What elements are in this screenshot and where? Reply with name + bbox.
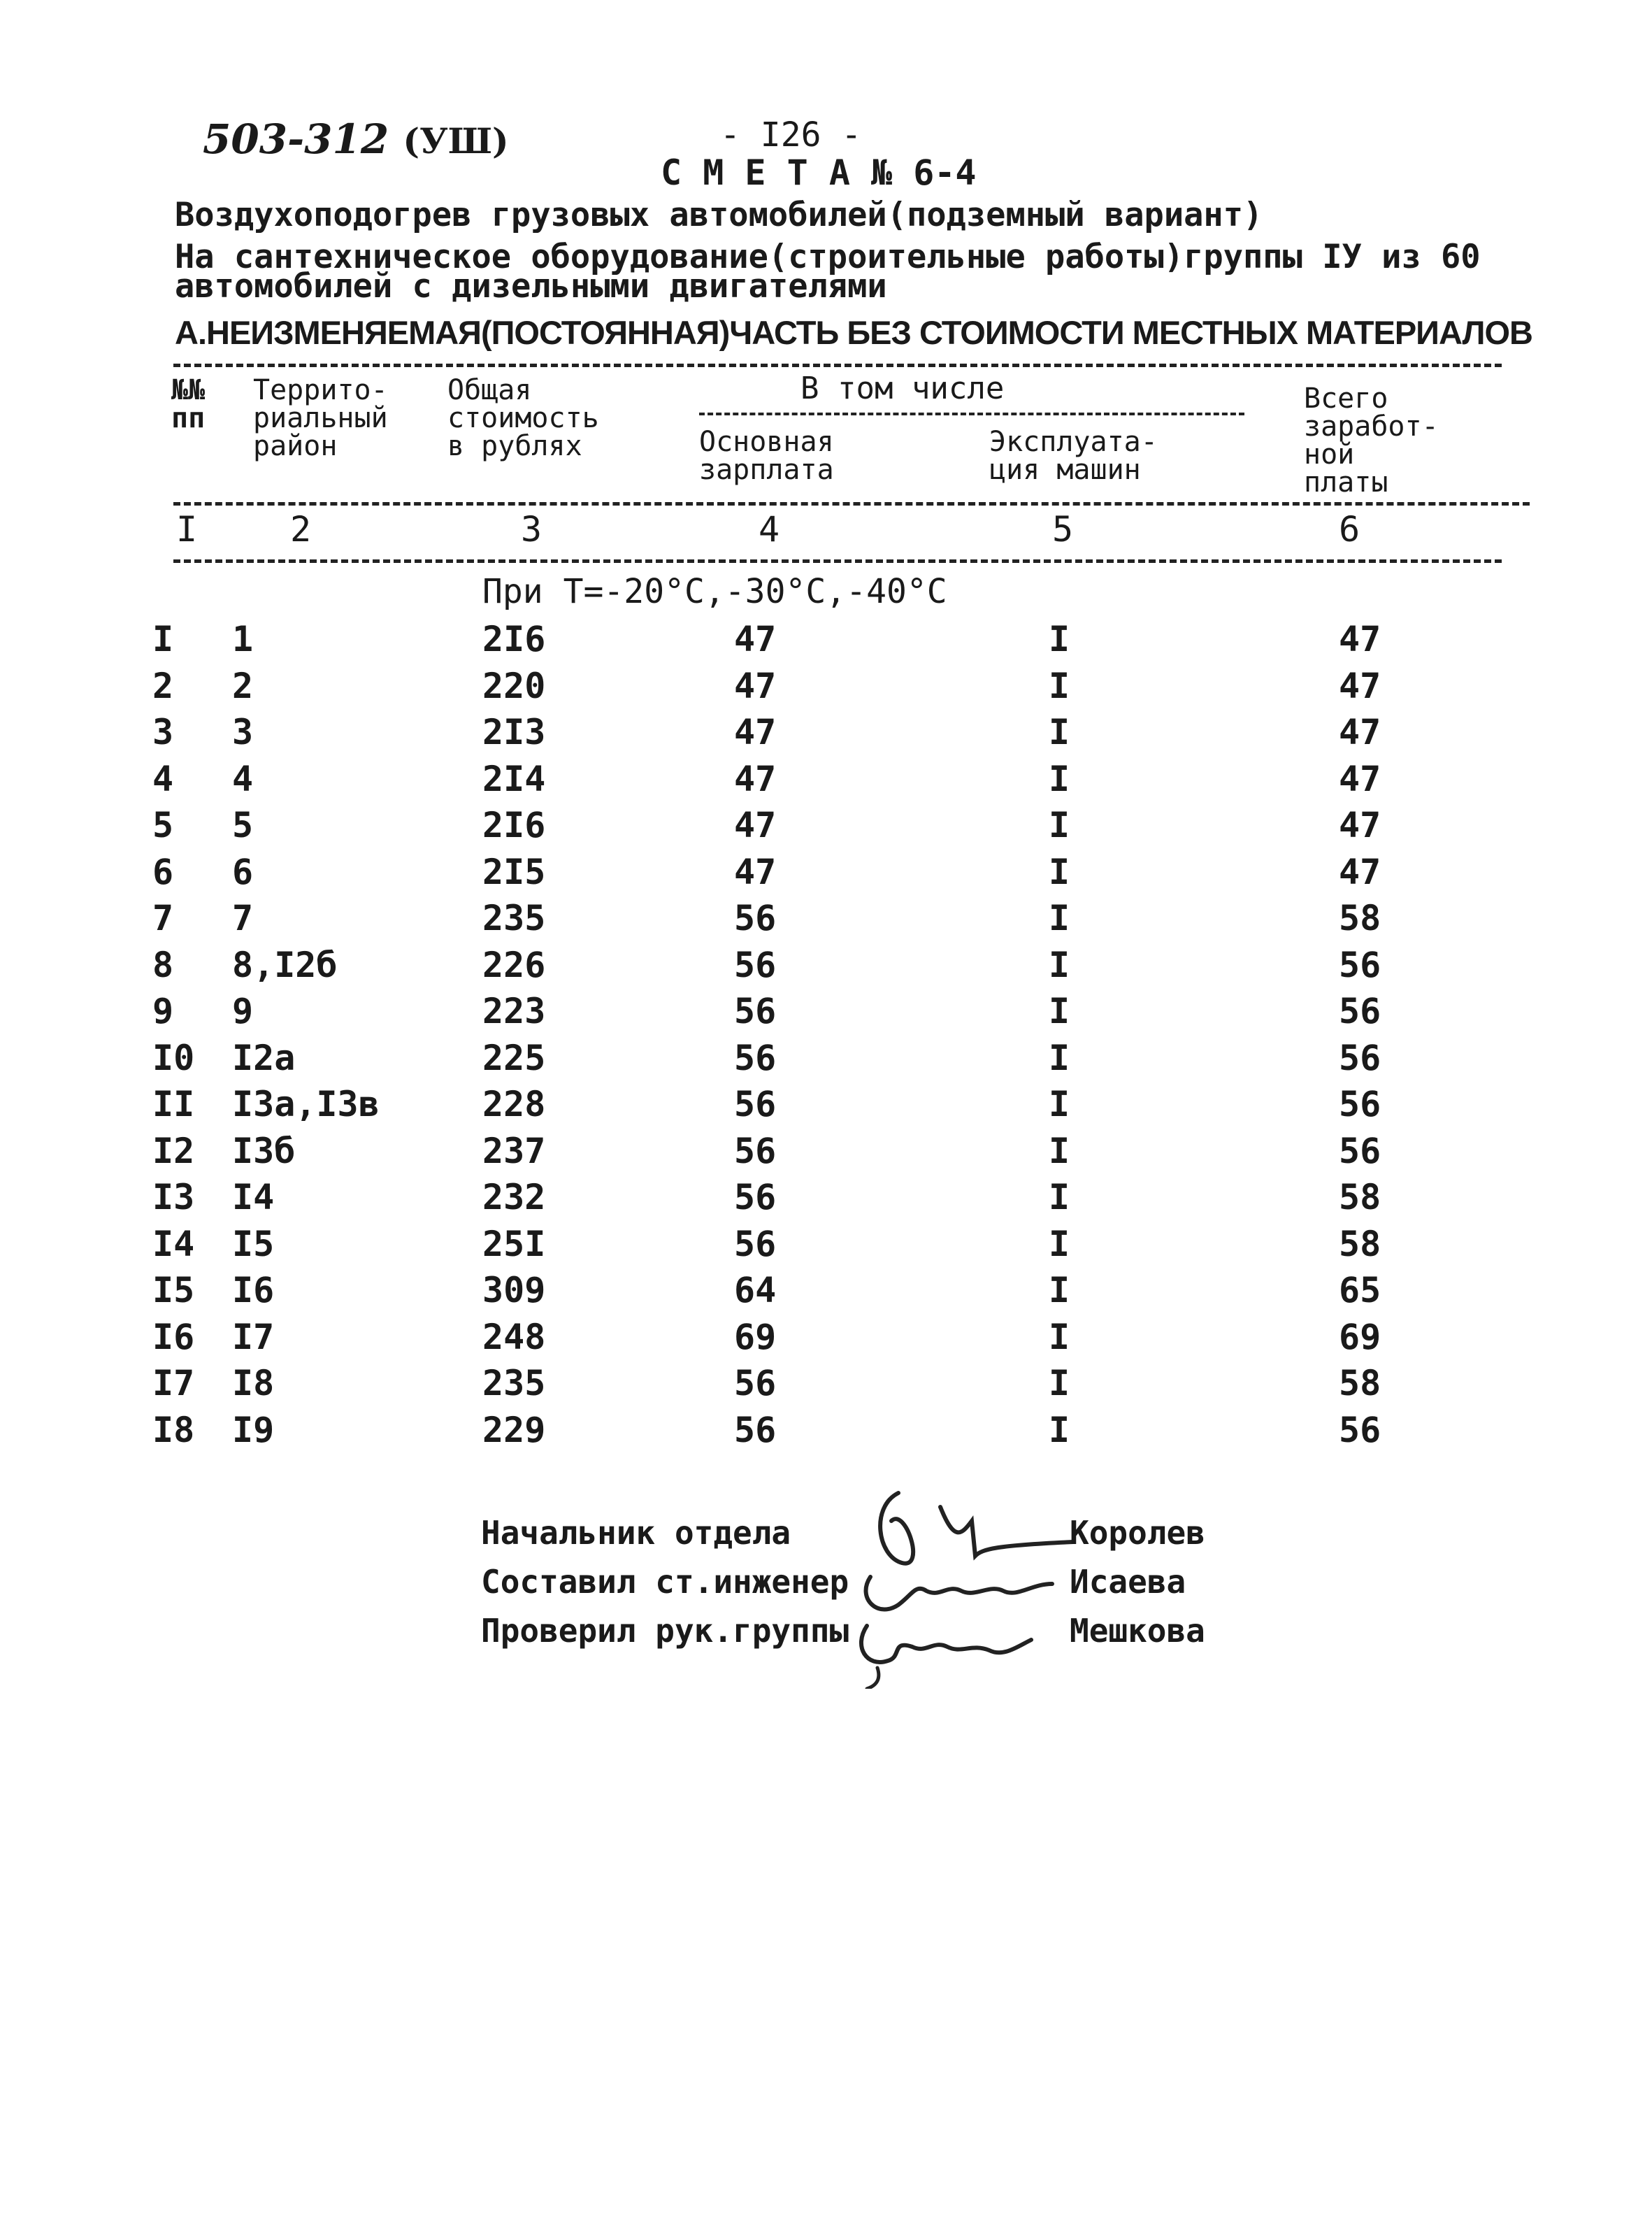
- row-region: 8,I2б: [232, 945, 338, 985]
- signature-name-1: Королев: [1070, 1514, 1205, 1552]
- row-base-salary: 56: [734, 945, 777, 985]
- row-base-salary: 47: [734, 805, 777, 845]
- row-number: 5: [152, 805, 174, 845]
- row-region: I8: [232, 1363, 275, 1403]
- row-base-salary: 56: [734, 1084, 777, 1124]
- header-col-5-line-2: ция машин: [989, 454, 1141, 486]
- row-machine-operation: I: [1049, 619, 1070, 659]
- row-total-salary: 58: [1339, 1224, 1381, 1264]
- section-title: А.НЕИЗМЕНЯЕМАЯ(ПОСТОЯННАЯ)ЧАСТЬ БЕЗ СТОИМОСТИ МЕСТНЫХ МАТЕРИАЛОВ: [175, 314, 1532, 351]
- handwritten-signatures: [849, 1479, 1080, 1689]
- description-line-1: Воздухоподогрев грузовых автомобилей(подземный вариант): [175, 196, 1263, 234]
- column-number-1: I: [176, 509, 198, 550]
- row-number: 2: [152, 666, 174, 706]
- table-row: [0, 759, 1652, 803]
- header-col-4-line-1: Основная: [699, 426, 834, 458]
- row-machine-operation: I: [1049, 666, 1070, 706]
- row-number: I4: [152, 1224, 195, 1264]
- page-number: - I26 -: [720, 115, 862, 155]
- row-base-salary: 56: [734, 1038, 777, 1078]
- table-row: [0, 991, 1652, 1036]
- row-number: 3: [152, 712, 174, 752]
- row-total-cost: 309: [482, 1270, 546, 1310]
- description-line-2: На сантехническое оборудование(строительные работы)группы IУ из 60: [175, 238, 1481, 276]
- column-number-4: 4: [759, 509, 780, 550]
- row-total-cost: 232: [482, 1177, 546, 1217]
- row-total-salary: 65: [1339, 1270, 1381, 1310]
- header-col-3-line-1: Общая: [447, 374, 532, 406]
- header-col-6-line-3: ной: [1304, 438, 1355, 471]
- table-row: [0, 852, 1652, 896]
- row-machine-operation: I: [1049, 1131, 1070, 1171]
- row-base-salary: 69: [734, 1317, 777, 1357]
- column-number-6: 6: [1339, 509, 1360, 550]
- row-total-cost: 25I: [482, 1224, 546, 1264]
- row-region: 1: [232, 619, 254, 659]
- row-region: I9: [232, 1410, 275, 1450]
- row-number: I6: [152, 1317, 195, 1357]
- row-total-salary: 47: [1339, 666, 1381, 706]
- description-line-3: автомобилей с дизельными двигателями: [175, 267, 887, 306]
- column-numbers-rule: [173, 559, 1502, 563]
- row-number: I3: [152, 1177, 195, 1217]
- header-col-3-line-3: в рублях: [447, 430, 582, 462]
- row-total-salary: 56: [1339, 1410, 1381, 1450]
- table-row: [0, 1363, 1652, 1408]
- column-numbers-row: [0, 509, 1652, 554]
- row-total-cost: 235: [482, 1363, 546, 1403]
- row-number: I7: [152, 1363, 195, 1403]
- table-row: [0, 666, 1652, 710]
- row-machine-operation: I: [1049, 1038, 1070, 1078]
- table-row: [0, 1131, 1652, 1175]
- row-total-cost: 228: [482, 1084, 546, 1124]
- row-base-salary: 56: [734, 1363, 777, 1403]
- row-total-salary: 47: [1339, 759, 1381, 799]
- table-row: [0, 1270, 1652, 1315]
- row-machine-operation: I: [1049, 852, 1070, 892]
- row-total-salary: 58: [1339, 1177, 1381, 1217]
- signature-name-3: Мешкова: [1070, 1612, 1205, 1650]
- header-col-1: [171, 376, 205, 432]
- row-total-cost: 248: [482, 1317, 546, 1357]
- row-region: 7: [232, 898, 254, 938]
- row-region: I5: [232, 1224, 275, 1264]
- row-machine-operation: I: [1049, 1410, 1070, 1450]
- table-row: [0, 1224, 1652, 1268]
- row-region: I3а,I3в: [232, 1084, 380, 1124]
- row-number: I5: [152, 1270, 195, 1310]
- row-total-salary: 58: [1339, 898, 1381, 938]
- row-machine-operation: I: [1049, 1177, 1070, 1217]
- table-row: [0, 1177, 1652, 1222]
- document-code-number: 503-312: [203, 115, 389, 163]
- row-total-cost: 225: [482, 1038, 546, 1078]
- header-col-1-line-1: №№: [171, 374, 206, 406]
- row-total-cost: 226: [482, 945, 546, 985]
- row-total-salary: 47: [1339, 619, 1381, 659]
- table-row: [0, 945, 1652, 989]
- header-col-2-line-3: район: [253, 430, 338, 462]
- row-machine-operation: I: [1049, 991, 1070, 1031]
- row-total-salary: 47: [1339, 712, 1381, 752]
- row-total-salary: 56: [1339, 1084, 1381, 1124]
- row-machine-operation: I: [1049, 712, 1070, 752]
- row-base-salary: 56: [734, 1224, 777, 1264]
- row-total-salary: 69: [1339, 1317, 1381, 1357]
- row-total-cost: 229: [482, 1410, 546, 1450]
- document-code: [203, 115, 509, 163]
- row-total-salary: 58: [1339, 1363, 1381, 1403]
- signature-name-2: Исаева: [1070, 1563, 1186, 1601]
- row-number: I0: [152, 1038, 195, 1078]
- row-total-salary: 47: [1339, 805, 1381, 845]
- row-base-salary: 47: [734, 712, 777, 752]
- row-total-cost: 2I4: [482, 759, 546, 799]
- document-title: С М Е Т А № 6-4: [661, 152, 977, 193]
- row-region: I4: [232, 1177, 275, 1217]
- row-total-cost: 220: [482, 666, 546, 706]
- row-total-cost: 223: [482, 991, 546, 1031]
- header-col-6-line-4: платы: [1304, 466, 1388, 499]
- row-base-salary: 47: [734, 666, 777, 706]
- row-base-salary: 56: [734, 898, 777, 938]
- row-number: 7: [152, 898, 174, 938]
- header-col-4: [699, 428, 834, 484]
- row-machine-operation: I: [1049, 805, 1070, 845]
- row-total-cost: 235: [482, 898, 546, 938]
- table-row: [0, 619, 1652, 664]
- row-machine-operation: I: [1049, 1363, 1070, 1403]
- header-col-6-line-1: Всего: [1304, 383, 1388, 415]
- row-machine-operation: I: [1049, 1084, 1070, 1124]
- row-machine-operation: I: [1049, 1224, 1070, 1264]
- row-base-salary: 64: [734, 1270, 777, 1310]
- row-number: 9: [152, 991, 174, 1031]
- signature-role-3: Проверил рук.группы: [481, 1612, 849, 1650]
- row-base-salary: 56: [734, 1177, 777, 1217]
- column-number-2: 2: [290, 509, 312, 550]
- row-base-salary: 56: [734, 1410, 777, 1450]
- header-col-5-line-1: Эксплуата-: [989, 426, 1158, 458]
- row-total-salary: 47: [1339, 852, 1381, 892]
- row-base-salary: 47: [734, 759, 777, 799]
- row-number: 4: [152, 759, 174, 799]
- header-col-6-line-2: заработ-: [1304, 410, 1439, 443]
- row-region: 2: [232, 666, 254, 706]
- header-col-3: [447, 376, 599, 460]
- header-group-label: В том числе: [800, 371, 1005, 406]
- table-row: [0, 1410, 1652, 1454]
- row-total-cost: 2I5: [482, 852, 546, 892]
- row-region: I2а: [232, 1038, 296, 1078]
- row-region: 4: [232, 759, 254, 799]
- row-machine-operation: I: [1049, 1317, 1070, 1357]
- table-row: [0, 712, 1652, 757]
- table-row: [0, 1038, 1652, 1082]
- header-bottom-rule: [173, 502, 1530, 506]
- column-number-5: 5: [1052, 509, 1074, 550]
- row-number: II: [152, 1084, 195, 1124]
- row-region: I6: [232, 1270, 275, 1310]
- row-region: 5: [232, 805, 254, 845]
- row-total-salary: 56: [1339, 991, 1381, 1031]
- row-number: I2: [152, 1131, 195, 1171]
- row-region: 9: [232, 991, 254, 1031]
- row-number: 8: [152, 945, 174, 985]
- signature-role-2: Составил ст.инженер: [481, 1563, 849, 1601]
- row-region: I7: [232, 1317, 275, 1357]
- header-col-5: [989, 428, 1158, 484]
- row-base-salary: 56: [734, 991, 777, 1031]
- row-machine-operation: I: [1049, 759, 1070, 799]
- row-total-salary: 56: [1339, 1131, 1381, 1171]
- row-number: I8: [152, 1410, 195, 1450]
- row-number: 6: [152, 852, 174, 892]
- table-row: [0, 1084, 1652, 1129]
- table-row: [0, 898, 1652, 943]
- header-group-rule: [699, 413, 1244, 415]
- column-number-3: 3: [521, 509, 543, 550]
- header-col-6: [1304, 383, 1439, 499]
- header-col-2: [253, 376, 388, 460]
- row-base-salary: 56: [734, 1131, 777, 1171]
- signature-role-1: Начальник отдела: [481, 1514, 791, 1552]
- header-col-4-line-2: зарплата: [699, 454, 834, 486]
- temperature-condition: При Т=-20°С,-30°С,-40°С: [482, 572, 947, 611]
- row-base-salary: 47: [734, 619, 777, 659]
- row-machine-operation: I: [1049, 945, 1070, 985]
- row-region: 3: [232, 712, 254, 752]
- header-col-3-line-2: стоимость: [447, 402, 599, 434]
- row-total-cost: 2I6: [482, 619, 546, 659]
- row-total-cost: 2I3: [482, 712, 546, 752]
- row-region: 6: [232, 852, 254, 892]
- header-top-rule: [173, 364, 1502, 367]
- header-col-2-line-2: риальный: [253, 402, 388, 434]
- row-base-salary: 47: [734, 852, 777, 892]
- table-row: [0, 805, 1652, 850]
- row-total-salary: 56: [1339, 1038, 1381, 1078]
- header-col-1-line-2: пп: [171, 402, 206, 434]
- header-col-2-line-1: Террито-: [253, 374, 388, 406]
- row-total-cost: 237: [482, 1131, 546, 1171]
- document-code-suffix: (УШ): [403, 120, 509, 162]
- row-machine-operation: I: [1049, 898, 1070, 938]
- row-machine-operation: I: [1049, 1270, 1070, 1310]
- row-number: I: [152, 619, 174, 659]
- table-row: [0, 1317, 1652, 1361]
- row-total-cost: 2I6: [482, 805, 546, 845]
- row-region: I3б: [232, 1131, 296, 1171]
- row-total-salary: 56: [1339, 945, 1381, 985]
